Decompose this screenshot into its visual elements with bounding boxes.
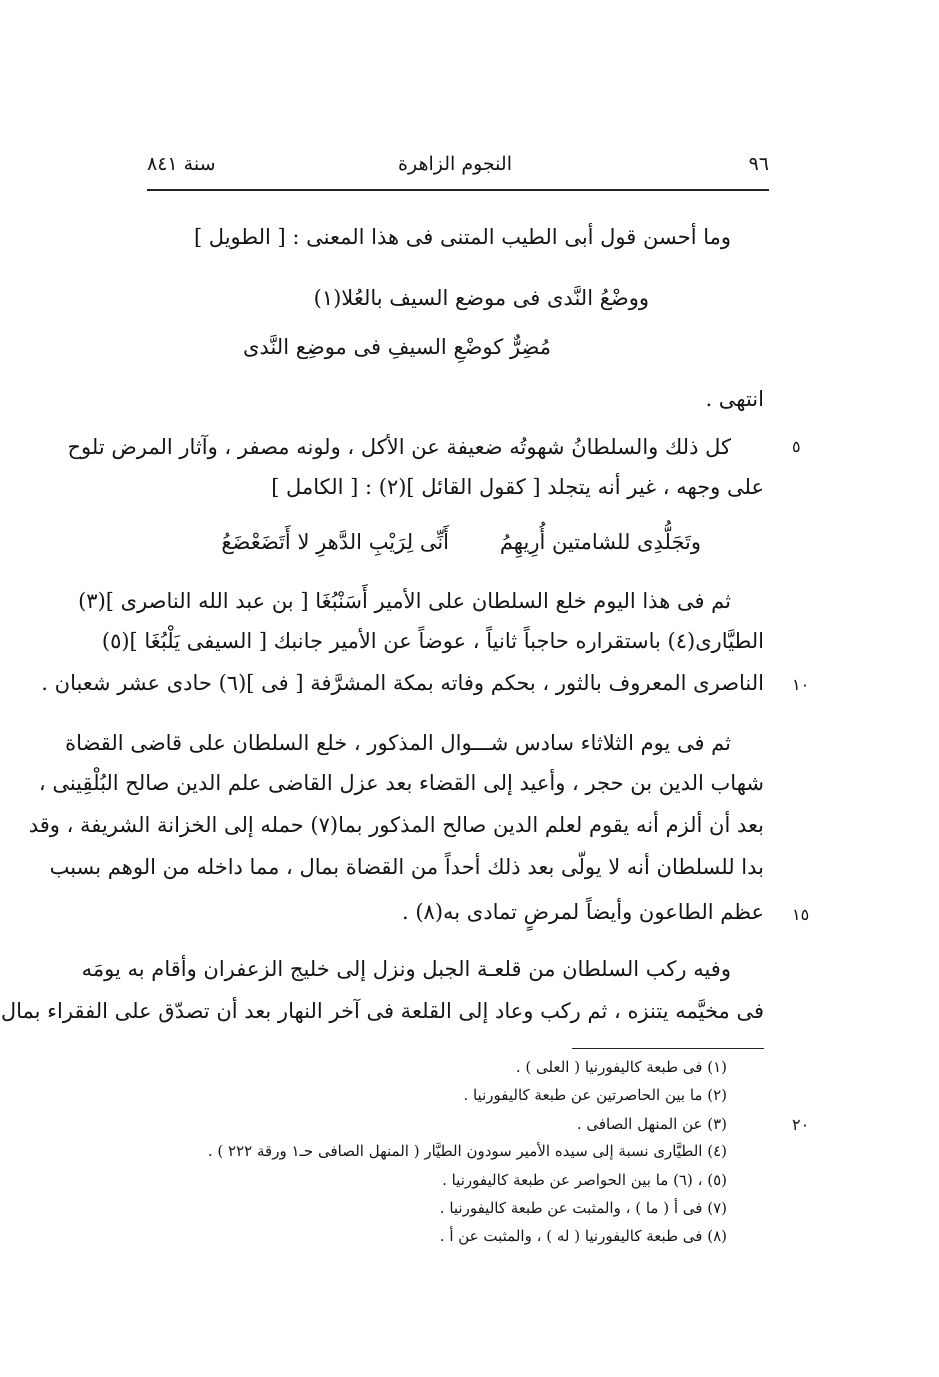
footnote: (٨) فى طبعة كاليفورنيا ( له ) ، والمثبت عن أ . bbox=[439, 1227, 727, 1245]
margin-line-number: ١٥ bbox=[792, 905, 810, 924]
page-number: ٩٦ bbox=[748, 153, 769, 175]
footnote-rule bbox=[572, 1048, 764, 1049]
footnote: (٣) عن المنهل الصافى . bbox=[576, 1115, 727, 1133]
paragraph-line: عظم الطاعون وأيضاً لمرضٍ تمادى به(٨) . bbox=[401, 900, 764, 924]
paragraph-line: ثم فى هذا اليوم خلع السلطان على الأمير أَسَنْبُغَا [ بن عبد الله الناصرى ](٣) bbox=[78, 589, 731, 613]
paragraph-line: كل ذلك والسلطانُ شهوتُه ضعيفة عن الأكل ، ولونه مصفر ، وآثار المرض تلوح bbox=[67, 435, 731, 459]
verse-hemistich: ووضْعُ النَّدى فى موضع السيف بالعُلا(١) bbox=[313, 286, 649, 310]
intro-line: وما أحسن قول أبى الطيب المتنى فى هذا المعنى : [ الطويل ] bbox=[193, 225, 731, 249]
header-rule bbox=[147, 189, 769, 191]
paragraph-line: شهاب الدين بن حجر ، وأعيد إلى القضاء بعد عزل القاضى علم الدين صالح البُلْقِينى ، bbox=[38, 771, 764, 795]
margin-line-number: ٢٠ bbox=[792, 1115, 810, 1134]
footnote: (٧) فى أ ( ما ) ، والمثبت عن طبعة كاليفورنيا . bbox=[439, 1199, 727, 1217]
paragraph-line: الناصرى المعروف بالثور ، بحكم وفاته بمكة المشرَّفة [ فى ](٦) حادى عشر شعبان . bbox=[41, 671, 764, 695]
intaha-text: انتهى . bbox=[705, 387, 764, 411]
margin-line-number: ٥ bbox=[792, 437, 801, 456]
paragraph-line: الطيَّارى(٤) باستقراره حاجباً ثانياً ، عوضاً عن الأمير جانبك [ السيفى يَلْبُغَا ](٥) bbox=[101, 629, 764, 653]
paragraph-line: ثم فى يوم الثلاثاء سادس شـــوال المذكور ، خلع السلطان على قاضى القضاة bbox=[65, 731, 731, 755]
running-title: النجوم الزاهرة bbox=[398, 153, 512, 175]
paragraph-line: وفيه ركب السلطان من قلعـة الجبل ونزل إلى خليج الزعفران وأقام به يومَه bbox=[81, 957, 731, 981]
verse-hemistich: وتَجَلُّدِى للشامتين أُرِيهِمُ bbox=[499, 530, 701, 554]
footnote: (٤) الطيَّارى نسبة إلى سيده الأمير سودون الطيَّار ( المنهل الصافى حـ١ ورقة ٢٢٢ ) . bbox=[207, 1142, 727, 1160]
footnote: (٢) ما بين الحاصرتين عن طبعة كاليفورنيا . bbox=[463, 1086, 727, 1104]
verse-hemistich: أَنِّى لِرَيْبِ الدَّهرِ لا أَتَضَعْضَعُ bbox=[221, 530, 449, 554]
verse-hemistich: مُضِرٌّ كوضْعِ السيفِ فى موضِع النَّدى bbox=[243, 335, 551, 359]
footnote: (٥) ، (٦) ما بين الحواصر عن طبعة كاليفورنيا . bbox=[442, 1171, 727, 1189]
paragraph-line: بدا للسلطان أنه لا يولّى بعد ذلك أحداً من القضاة بمال ، مما داخله من الوهم بسبب bbox=[49, 855, 764, 879]
paragraph-line: بعد أن ألزم أنه يقوم لعلم الدين صالح المذكور بما(٧) حمله إلى الخزانة الشريفة ، وقد bbox=[28, 813, 764, 837]
running-year: سنة ٨٤١ bbox=[147, 153, 216, 175]
margin-line-number: ١٠ bbox=[792, 675, 810, 694]
paragraph-line: فى مخيَّمه يتنزه ، ثم ركب وعاد إلى القلعة فى آخر النهار بعد أن تصدّق على الفقراء بمال bbox=[0, 999, 764, 1023]
footnote: (١) فى طبعة كاليفورنيا ( العلى ) . bbox=[515, 1058, 727, 1076]
paragraph-line: على وجهه ، غير أنه يتجلد [ كقول القائل ](٢) : [ الكامل ] bbox=[271, 475, 764, 499]
